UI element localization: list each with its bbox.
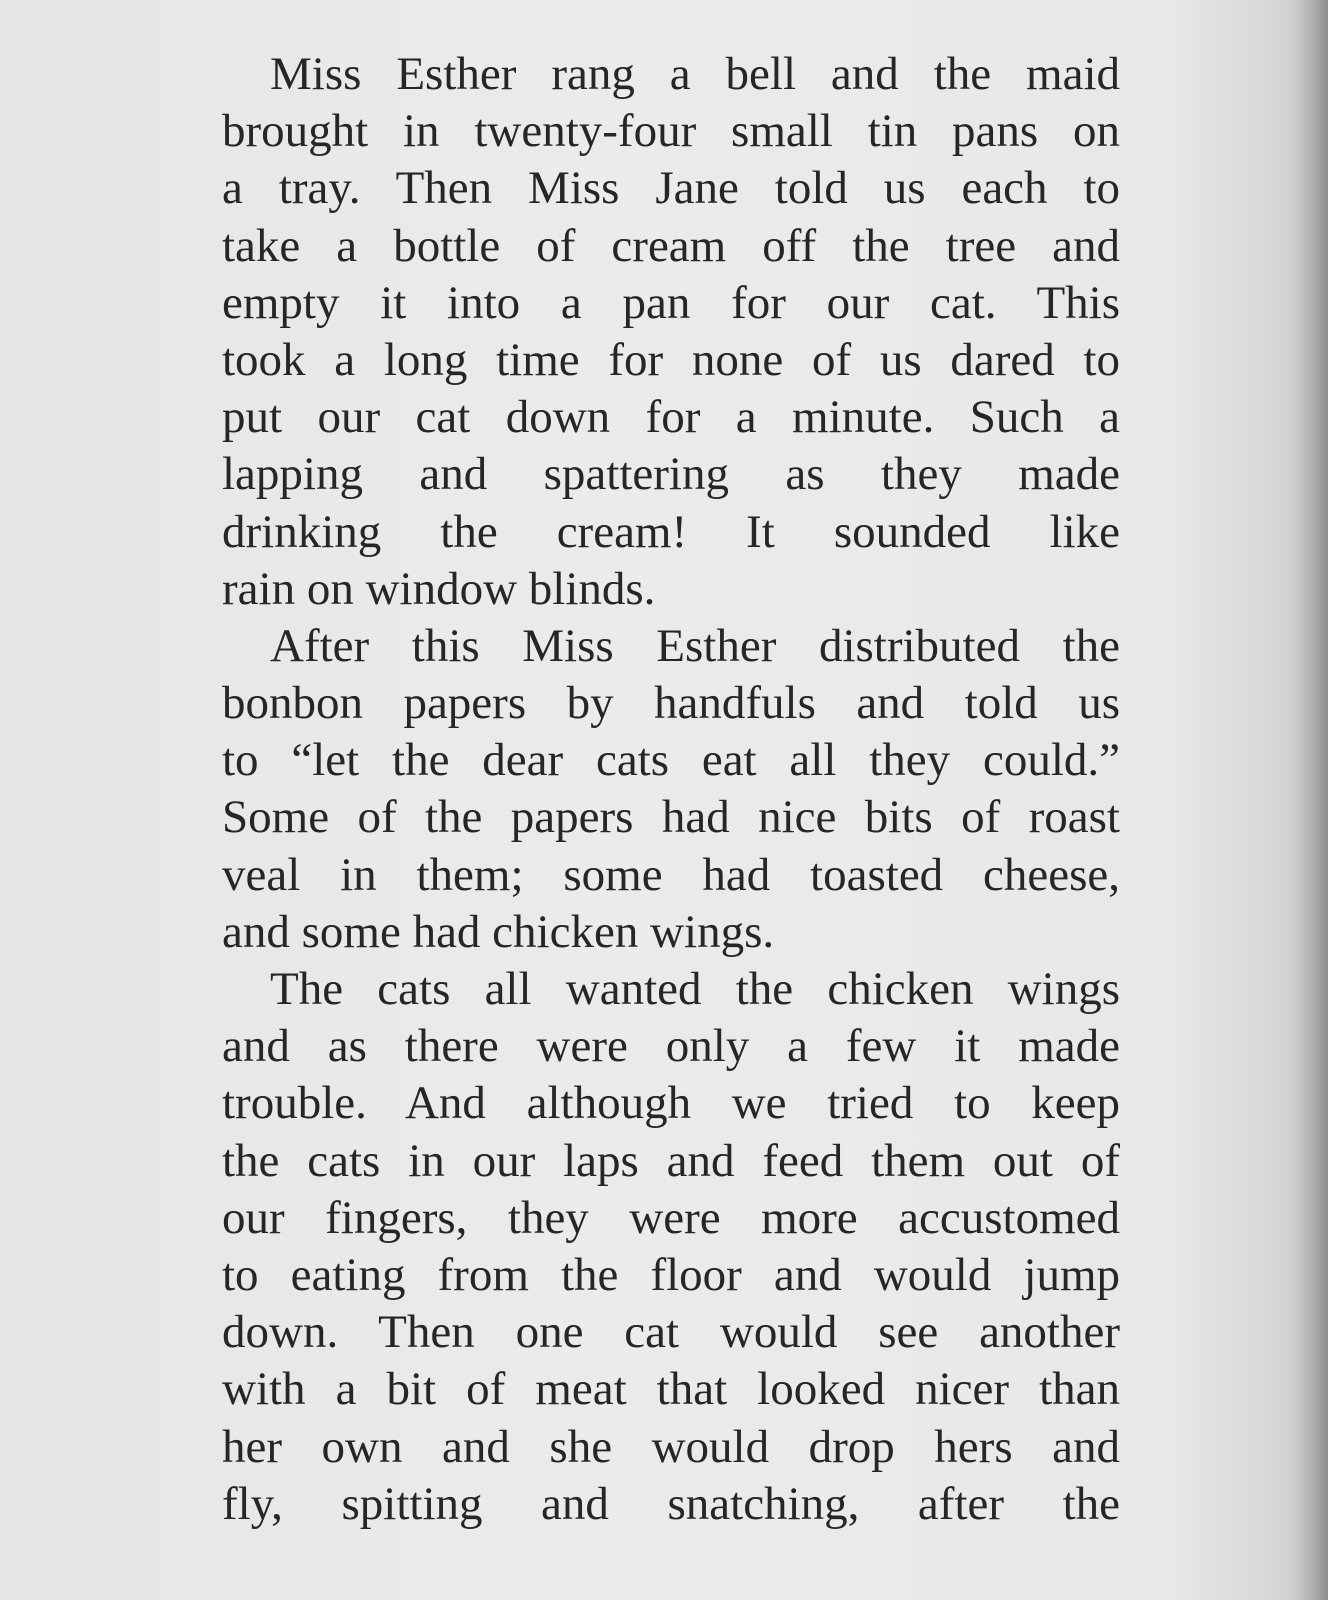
text-line: brought in twenty-four small tin pans on bbox=[222, 105, 1120, 158]
text-line: fly, spitting and snatching, after the bbox=[222, 1477, 1120, 1530]
text-line: the cats in our laps and feed them out of bbox=[222, 1134, 1120, 1187]
text-line: drinking the cream! It sounded like bbox=[222, 505, 1120, 558]
text-line: rain on window blinds. bbox=[222, 562, 656, 615]
text-line: and some had chicken wings. bbox=[222, 905, 775, 958]
paragraph-2 bbox=[222, 618, 1120, 961]
text-line: her own and she would drop hers and bbox=[222, 1420, 1120, 1473]
text-line: Miss Esther rang a bell and the maid bbox=[270, 48, 1120, 100]
text-line: veal in them; some had toasted cheese, bbox=[222, 848, 1120, 901]
text-line: Some of the papers had nice bits of roast bbox=[222, 791, 1120, 844]
text-line: down. Then one cat would see another bbox=[222, 1306, 1120, 1359]
text-line: and as there were only a few it made bbox=[222, 1020, 1120, 1073]
text-line: lapping and spattering as they made bbox=[222, 448, 1120, 501]
text-line: took a long time for none of us dared to bbox=[222, 333, 1120, 386]
text-line: with a bit of meat that looked nicer than bbox=[222, 1363, 1120, 1416]
text-line: to “let the dear cats eat all they could.” bbox=[222, 734, 1120, 787]
text-line: trouble. And although we tried to keep bbox=[222, 1077, 1120, 1130]
paragraph-1 bbox=[222, 46, 1120, 618]
text-line: put our cat down for a minute. Such a bbox=[222, 391, 1120, 444]
page-gutter-shadow bbox=[1294, 0, 1328, 1600]
text-line: our fingers, they were more accustomed bbox=[222, 1191, 1120, 1244]
paragraph-3 bbox=[222, 961, 1120, 1533]
text-line: take a bottle of cream off the tree and bbox=[222, 219, 1120, 272]
text-line: After this Miss Esther distributed the bbox=[270, 619, 1120, 672]
text-line: empty it into a pan for our cat. This bbox=[222, 276, 1120, 329]
text-line: to eating from the floor and would jump bbox=[222, 1248, 1120, 1301]
text-line: The cats all wanted the chicken wings bbox=[270, 963, 1120, 1015]
text-line: a tray. Then Miss Jane told us each to bbox=[222, 162, 1120, 215]
text-line: bonbon papers by handfuls and told us bbox=[222, 677, 1120, 730]
body-text bbox=[222, 46, 1120, 1533]
